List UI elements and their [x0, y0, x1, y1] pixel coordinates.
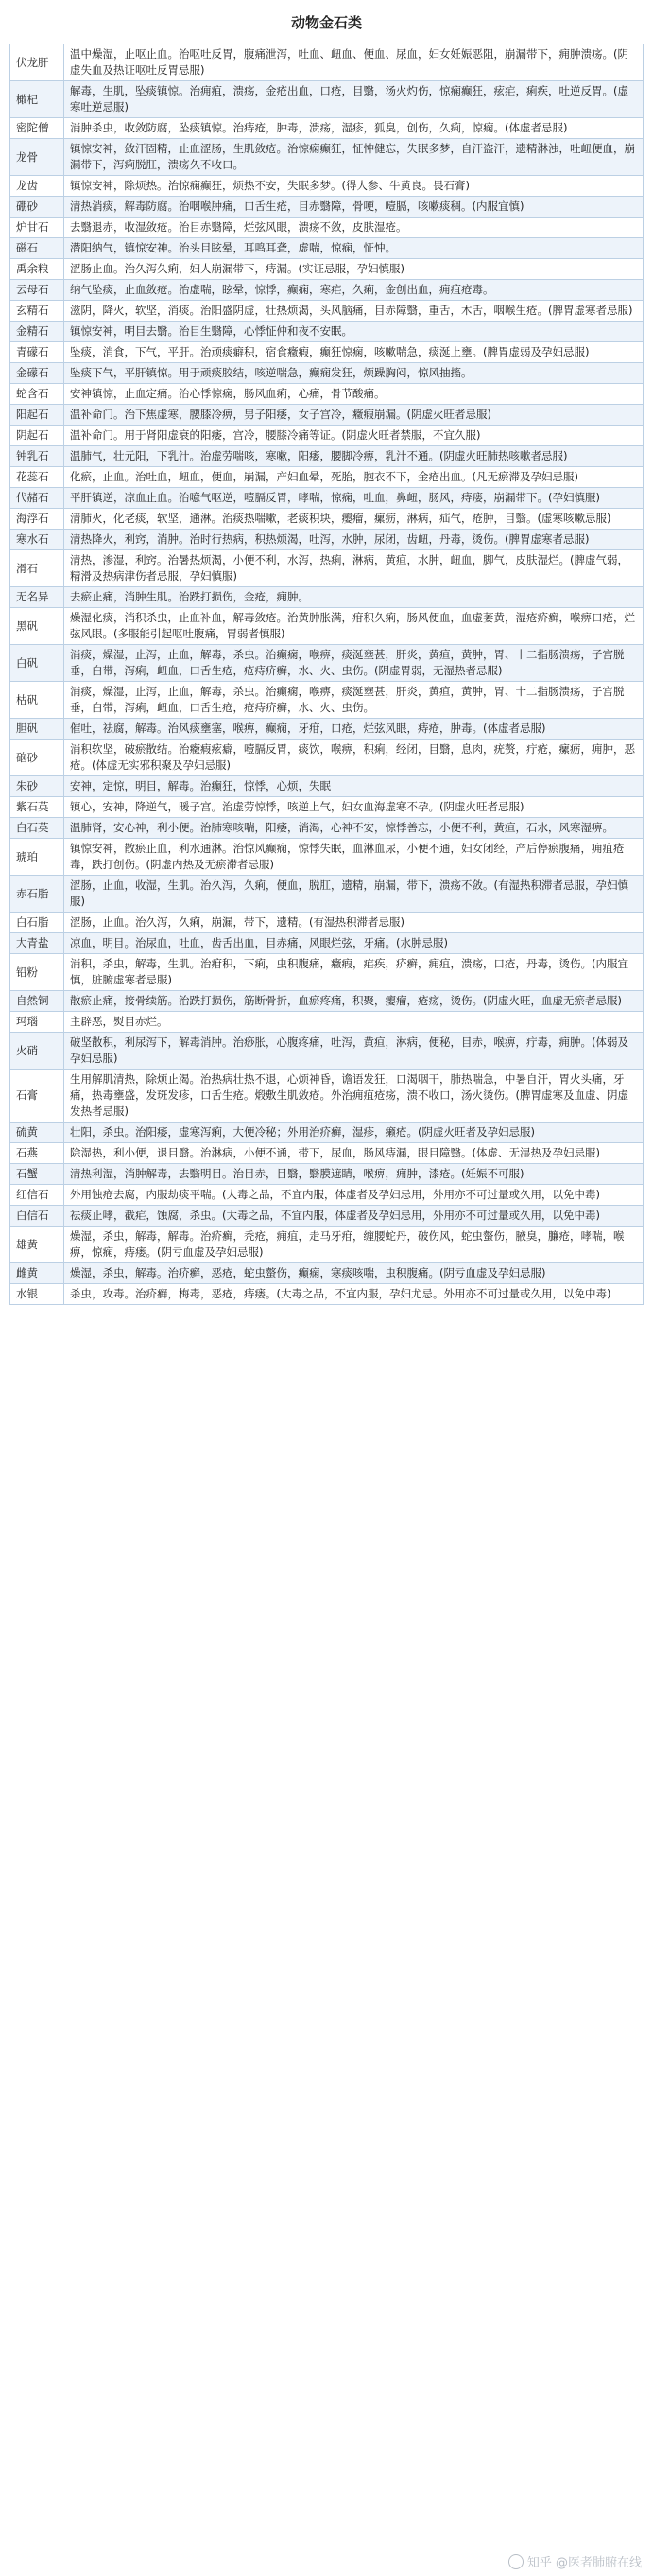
herb-name-cell: 黑矾 — [10, 608, 64, 645]
herb-description-cell: 破坚散积，利尿泻下，解毒消肿。治痧胀，心腹疼痛，吐泻，黄疸，淋病，便秘，目赤，喉痹，疔毒，痈肿。(体弱及孕妇忌服) — [64, 1033, 644, 1070]
table-body — [10, 44, 644, 1305]
herb-description-cell: 除湿热，利小便，退目翳。治淋病，小便不通，带下，尿血，肠风痔漏，眼目障翳。(体虚、无湿热及孕妇忌服) — [64, 1143, 644, 1164]
herb-description-cell: 清肺火，化老痰，软坚，通淋。治痰热喘嗽，老痰积块，瘿瘤，瘰疬，淋病，疝气，疮肿，目翳。(虚寒咳嗽忌服) — [64, 509, 644, 530]
herb-description-cell: 消痰，燥湿，止泻，止血，解毒，杀虫。治癫痫，喉痹，痰涎壅甚，肝炎，黄疸，黄肿，胃、十二指肠溃疡，子宫脱垂，白带，泻痢，衄血，口舌生疮，疮痔疥癣，水、火、虫伤。(阴虚胃弱，无湿热者忌服) — [64, 645, 644, 682]
herb-description-cell: 镇惊安神，明目去翳。治目生翳障，心悸怔仲和夜不安眠。 — [64, 322, 644, 342]
herb-description-cell: 燥湿化痰，消积杀虫，止血补血，解毒敛疮。治黄肿胀满，疳积久痢，肠风便血，血虚萎黄，湿疮疥癣，喉痹口疮，烂弦风眼。(多服能引起呕吐腹痛，胃弱者慎服) — [64, 608, 644, 645]
table-row — [10, 1070, 644, 1123]
herb-description-cell: 坠痰下气，平肝镇惊。用于顽痰胶结，咳逆喘急，癫痫发狂，烦躁胸闷，惊风抽搐。 — [64, 363, 644, 384]
table-row — [10, 322, 644, 342]
herb-description-cell: 潜阳纳气，镇惊安神。治头目眩晕，耳鸣耳聋，虚喘，惊痫，怔忡。 — [64, 238, 644, 259]
herb-description-cell: 消积软坚，破瘀散结。治癥瘕痃癖，噎膈反胃，痰饮，喉痹，积痢，经闭，目翳，息肉，疣赘，疔疮，瘰疬，痈肿，恶疮。(体虚无实邪积聚及孕妇忌服) — [64, 740, 644, 776]
table-row — [10, 139, 644, 176]
table-row — [10, 645, 644, 682]
herb-name-cell: 火硝 — [10, 1033, 64, 1070]
herb-description-cell: 清热，渗湿，利窍。治暑热烦渴，小便不利，水泻，热痢，淋病，黄疸，水肿，衄血，脚气，皮肤湿烂。(脾虚气弱，精滑及热病津伤者忌服，孕妇慎服) — [64, 550, 644, 587]
herb-name-cell: 赤石脂 — [10, 876, 64, 913]
table-row — [10, 933, 644, 954]
herb-name-cell: 阴起石 — [10, 426, 64, 446]
herb-name-cell: 炉甘石 — [10, 218, 64, 238]
herb-name-cell: 石膏 — [10, 1070, 64, 1123]
table-row — [10, 1263, 644, 1284]
herb-name-cell: 龙骨 — [10, 139, 64, 176]
herb-description-cell: 去翳退赤，收湿敛疮。治目赤翳障，烂弦风眼，溃疡不敛，皮肤湿疮。 — [64, 218, 644, 238]
herb-name-cell: 无名异 — [10, 587, 64, 608]
herb-description-cell: 温补命门。治下焦虚寒，腰膝冷痹，男子阳痿，女子宫冷，癥瘕崩漏。(阴虚火旺者忌服) — [64, 405, 644, 426]
herb-description-cell: 消积，杀虫，解毒，生肌。治疳积，下痢，虫积腹痛，癥瘕，疟疾，疥癣，痈疽，溃疡，口疮，丹毒，烫伤。(内服宜慎，脏腑虚寒者忌服) — [64, 954, 644, 991]
table-row — [10, 839, 644, 876]
table-row — [10, 550, 644, 587]
herb-name-cell: 花蕊石 — [10, 467, 64, 488]
herb-name-cell: 金礞石 — [10, 363, 64, 384]
table-row — [10, 682, 644, 719]
herb-name-cell: 海浮石 — [10, 509, 64, 530]
herb-name-cell: 禹余粮 — [10, 259, 64, 280]
herb-description-cell: 温中燥湿，止呕止血。治呕吐反胃，腹痛泄泻，吐血、衄血、便血、尿血，妇女妊娠恶阻，崩漏带下，痈肿溃疡。(阴虚失血及热证呕吐反胃忌服) — [64, 44, 644, 81]
herb-name-cell: 自然铜 — [10, 991, 64, 1012]
table-row — [10, 776, 644, 797]
table-row — [10, 342, 644, 363]
herb-name-cell: 琥珀 — [10, 839, 64, 876]
herb-name-cell: 云母石 — [10, 280, 64, 301]
table-row — [10, 876, 644, 913]
herb-name-cell: 铅粉 — [10, 954, 64, 991]
herb-description-cell: 镇心，安神，降逆气，暖子宫。治虚劳惊悸，咳逆上气，妇女血海虚寒不孕。(阴虚火旺者忌服) — [64, 797, 644, 818]
table-row — [10, 509, 644, 530]
herb-description-cell: 凉血，明目。治尿血，吐血，齿舌出血，目赤痛，风眼烂弦，牙痛。(水肿忌服) — [64, 933, 644, 954]
table-row — [10, 1164, 644, 1185]
herb-name-cell: 大青盐 — [10, 933, 64, 954]
herb-name-cell: 紫石英 — [10, 797, 64, 818]
herb-name-cell: 伏龙肝 — [10, 44, 64, 81]
herb-name-cell: 玄精石 — [10, 301, 64, 322]
table-row — [10, 1185, 644, 1206]
herb-name-cell: 枯矾 — [10, 682, 64, 719]
table-row — [10, 587, 644, 608]
table-row — [10, 608, 644, 645]
herb-name-cell: 玛瑙 — [10, 1012, 64, 1033]
table-row — [10, 488, 644, 509]
herb-description-cell: 涩肠，止血，收湿，生肌。治久泻，久痢，便血，脱肛，遗精，崩漏，带下，溃疡不敛。(有湿热积滞者忌服，孕妇慎服) — [64, 876, 644, 913]
herb-description-cell: 清热消痰，解毒防腐。治咽喉肿痛，口舌生疮，目赤翳障，骨哽，噎膈，咳嗽痰稠。(内服宜慎) — [64, 197, 644, 218]
herb-description-cell: 燥湿，杀虫，解毒。治疥癣，恶疮，蛇虫螫伤，癫痫，寒痰咳喘，虫积腹痛。(阴亏血虚及孕妇忌服) — [64, 1263, 644, 1284]
herb-name-cell: 硼砂 — [10, 197, 64, 218]
table-row — [10, 913, 644, 933]
herb-name-cell: 白矾 — [10, 645, 64, 682]
herb-description-cell: 清热利湿，消肿解毒，去翳明目。治目赤，目翳，翳膜遮睛，喉痹，痈肿，漆疮。(妊娠不可服) — [64, 1164, 644, 1185]
herb-description-cell: 外用蚀疮去腐，内服劫痰平喘。(大毒之品，不宜内服，体虚者及孕妇忌用，外用亦不可过量或久用，以免中毒) — [64, 1185, 644, 1206]
herb-description-cell: 消肿杀虫，收敛防腐，坠痰镇惊。治痔疮，肿毒，溃疡，湿疹，狐臭，创伤，久痢，惊痫。(体虚者忌服) — [64, 118, 644, 139]
herb-description-cell: 杀虫，攻毒。治疥癣，梅毒，恶疮，痔瘘。(大毒之品，不宜内服，孕妇尤忌。外用亦不可过量或久用，以免中毒) — [64, 1284, 644, 1305]
table-row — [10, 818, 644, 839]
herb-name-cell: 密陀僧 — [10, 118, 64, 139]
herb-description-cell: 散瘀止痛，接骨续筋。治跌打损伤，筋断骨折，血瘀疼痛，积聚，瘿瘤，疮疡，烫伤。(阴虚火旺，血虚无瘀者忌服) — [64, 991, 644, 1012]
table-row — [10, 740, 644, 776]
table-row — [10, 954, 644, 991]
herb-description-cell: 清热降火，利窍，消肿。治时行热病，积热烦渴，吐泻，水肿，尿闭，齿衄，丹毒，烫伤。(脾胃虚寒者忌服) — [64, 530, 644, 550]
herb-description-cell: 涩肠，止血。治久泻，久痢，崩漏，带下，遗精。(有湿热积滞者忌服) — [64, 913, 644, 933]
table-row — [10, 1284, 644, 1305]
herb-name-cell: 朱砂 — [10, 776, 64, 797]
herb-description-cell: 燥湿，杀虫，解毒，解毒。治疥癣，秃疮，痈疽，走马牙疳，缠腰蛇丹，破伤风，蛇虫螫伤，腋臭，臁疮，哮喘，喉痹，惊痫，痔瘘。(阴亏血虚及孕妇忌服) — [64, 1227, 644, 1263]
herb-table — [9, 44, 644, 1305]
herb-description-cell: 温肺肾，安心神，利小便。治肺寒咳喘，阳痿，消渴，心神不安，惊悸善忘，小便不利，黄疸，石水，风寒湿痹。 — [64, 818, 644, 839]
table-row — [10, 238, 644, 259]
herb-name-cell: 蛇含石 — [10, 384, 64, 405]
table-row — [10, 991, 644, 1012]
herb-description-cell: 镇惊安神，除烦热。治惊痫癫狂，烦热不安，失眠多梦。(得人参、牛黄良。畏石膏) — [64, 176, 644, 197]
table-row — [10, 81, 644, 118]
table-row — [10, 1033, 644, 1070]
herb-description-cell: 涩肠止血。治久泻久痢，妇人崩漏带下，痔漏。(实证忌服，孕妇慎服) — [64, 259, 644, 280]
herb-name-cell: 雌黄 — [10, 1263, 64, 1284]
herb-description-cell: 滋阴，降火，软坚，消痰。治阳盛阴虚，壮热烦渴，头风脑痛，目赤障翳，重舌，木舌，咽喉生疮。(脾胃虚寒者忌服) — [64, 301, 644, 322]
herb-name-cell: 白信石 — [10, 1206, 64, 1227]
herb-description-cell: 坠痰，消食，下气，平肝。治顽痰癖积，宿食癥瘕，癫狂惊痫，咳嗽喘急，痰涎上壅。(脾胃虚弱及孕妇忌服) — [64, 342, 644, 363]
herb-description-cell: 解毒，生肌，坠痰镇惊。治痈疽，溃疡，金疮出血，口疮，目翳，汤火灼伤，惊痫癫狂，痃疟，痢疾，吐逆反胃。(虚寒吐逆忌服) — [64, 81, 644, 118]
table-row — [10, 426, 644, 446]
table-row — [10, 1206, 644, 1227]
herb-description-cell: 温肺气，壮元阳，下乳汁。治虚劳喘咳，寒嗽，阳痿，腰脚冷痹，乳汁不通。(阴虚火旺肺热咳嗽者忌服) — [64, 446, 644, 467]
table-row — [10, 280, 644, 301]
herb-description-cell: 平肝镇逆，凉血止血。治噫气呕逆，噎膈反胃，哮喘，惊痫，吐血，鼻衄，肠风，痔瘘，崩漏带下。(孕妇慎服) — [64, 488, 644, 509]
table-row — [10, 467, 644, 488]
herb-description-cell: 化瘀，止血。治吐血，衄血，便血，崩漏，产妇血晕，死胎，胞衣不下，金疮出血。(凡无瘀滞及孕妇忌服) — [64, 467, 644, 488]
herb-name-cell: 胆矾 — [10, 719, 64, 740]
herb-description-cell: 消痰，燥湿，止泻，止血，解毒，杀虫。治癫痫，喉痹，痰涎壅甚，肝炎，黄疸，黄肿，胃、十二指肠溃疡，子宫脱垂，白带，泻痢，衄血，口舌生疮，疮痔疥癣，水、火、虫伤。 — [64, 682, 644, 719]
herb-name-cell: 白石英 — [10, 818, 64, 839]
herb-description-cell: 安神，定惊，明目，解毒。治癫狂，惊悸，心烦，失眠 — [64, 776, 644, 797]
table-row — [10, 301, 644, 322]
zhihu-logo-icon — [508, 2554, 524, 2569]
table-row — [10, 176, 644, 197]
herb-name-cell: 水银 — [10, 1284, 64, 1305]
herb-name-cell: 硇砂 — [10, 740, 64, 776]
herb-description-cell: 温补命门。用于肾阳虚衰的阳痿，宫冷，腰膝冷痛等证。(阴虚火旺者禁服，不宜久服) — [64, 426, 644, 446]
herb-description-cell: 去瘀止痛，消肿生肌。治跌打损伤，金疮，痈肿。 — [64, 587, 644, 608]
herb-name-cell: 磁石 — [10, 238, 64, 259]
herb-name-cell: 金精石 — [10, 322, 64, 342]
herb-description-cell: 纳气坠痰，止血敛疮。治虚喘，眩晕，惊悸，癫痫，寒疟，久痢，金创出血，痈疽疮毒。 — [64, 280, 644, 301]
table-row — [10, 363, 644, 384]
table-row — [10, 384, 644, 405]
watermark — [508, 2552, 642, 2570]
herb-description-cell: 安神镇惊，止血定痛。治心悸惊痫，肠风血痢，心痛，骨节酸痛。 — [64, 384, 644, 405]
herb-name-cell: 石燕 — [10, 1143, 64, 1164]
herb-name-cell: 橄杞 — [10, 81, 64, 118]
herb-name-cell: 白石脂 — [10, 913, 64, 933]
table-row — [10, 797, 644, 818]
table-row — [10, 44, 644, 81]
watermark-text: 知乎 @医者肺腑在线 — [526, 2556, 642, 2570]
table-row — [10, 719, 644, 740]
table-row — [10, 405, 644, 426]
table-row — [10, 446, 644, 467]
herb-name-cell: 阳起石 — [10, 405, 64, 426]
table-row — [10, 530, 644, 550]
page-title: 动物金石类 — [290, 14, 362, 31]
herb-name-cell: 钟乳石 — [10, 446, 64, 467]
table-row — [10, 197, 644, 218]
table-row — [10, 118, 644, 139]
herb-name-cell: 硫黄 — [10, 1123, 64, 1143]
table-row — [10, 1012, 644, 1033]
herb-description-cell: 主辟恶，熨目赤烂。 — [64, 1012, 644, 1033]
herb-description-cell: 镇惊安神，敛汗固精，止血涩肠，生肌敛疮。治惊痫癫狂，怔忡健忘，失眠多梦，自汗盗汗，遗精淋浊，吐衄便血，崩漏带下，泻痢脱肛，溃疡久不收口。 — [64, 139, 644, 176]
table-row — [10, 259, 644, 280]
herb-name-cell: 红信石 — [10, 1185, 64, 1206]
table-row — [10, 1227, 644, 1263]
table-row — [10, 218, 644, 238]
table-row — [10, 1123, 644, 1143]
herb-name-cell: 代赭石 — [10, 488, 64, 509]
herb-description-cell: 壮阳，杀虫。治阳痿，虚寒泻痢，大便冷秘；外用治疥癣，湿疹，癞疮。(阴虚火旺者及孕妇忌服) — [64, 1123, 644, 1143]
herb-name-cell: 寒水石 — [10, 530, 64, 550]
herb-name-cell: 滑石 — [10, 550, 64, 587]
herb-name-cell: 龙齿 — [10, 176, 64, 197]
herb-name-cell: 雄黄 — [10, 1227, 64, 1263]
herb-name-cell: 石蟹 — [10, 1164, 64, 1185]
herb-description-cell: 镇惊安神，散瘀止血，利水通淋。治惊风癫痫，惊悸失眠，血淋血尿，小便不通，妇女闭经，产后停瘀腹痛，痈疽疮毒，跌打创伤。(阴虚内热及无瘀滞者忌服) — [64, 839, 644, 876]
herb-description-cell: 祛痰止哮，截疟，蚀腐，杀虫。(大毒之品，不宜内服，体虚者及孕妇忌用，外用亦不可过量或久用，以免中毒) — [64, 1206, 644, 1227]
herb-name-cell: 青礞石 — [10, 342, 64, 363]
herb-description-cell: 生用解肌清热，除烦止渴。治热病壮热不退，心烦神昏，谵语发狂，口渴咽干，肺热喘急，中暑自汗，胃火头痛，牙痛，热毒壅盛，发斑发疹，口舌生疮。煅敷生肌敛疮。外治痈疽疮疡，溃不收口，汤火烫伤。(脾胃虚寒及血虚、阴虚发热者忌服) — [64, 1070, 644, 1123]
table-row — [10, 1143, 644, 1164]
herb-description-cell: 催吐，祛腐，解毒。治风痰壅塞，喉痹，癫痫，牙疳，口疮，烂弦风眼，痔疮，肿毒。(体虚者忌服) — [64, 719, 644, 740]
